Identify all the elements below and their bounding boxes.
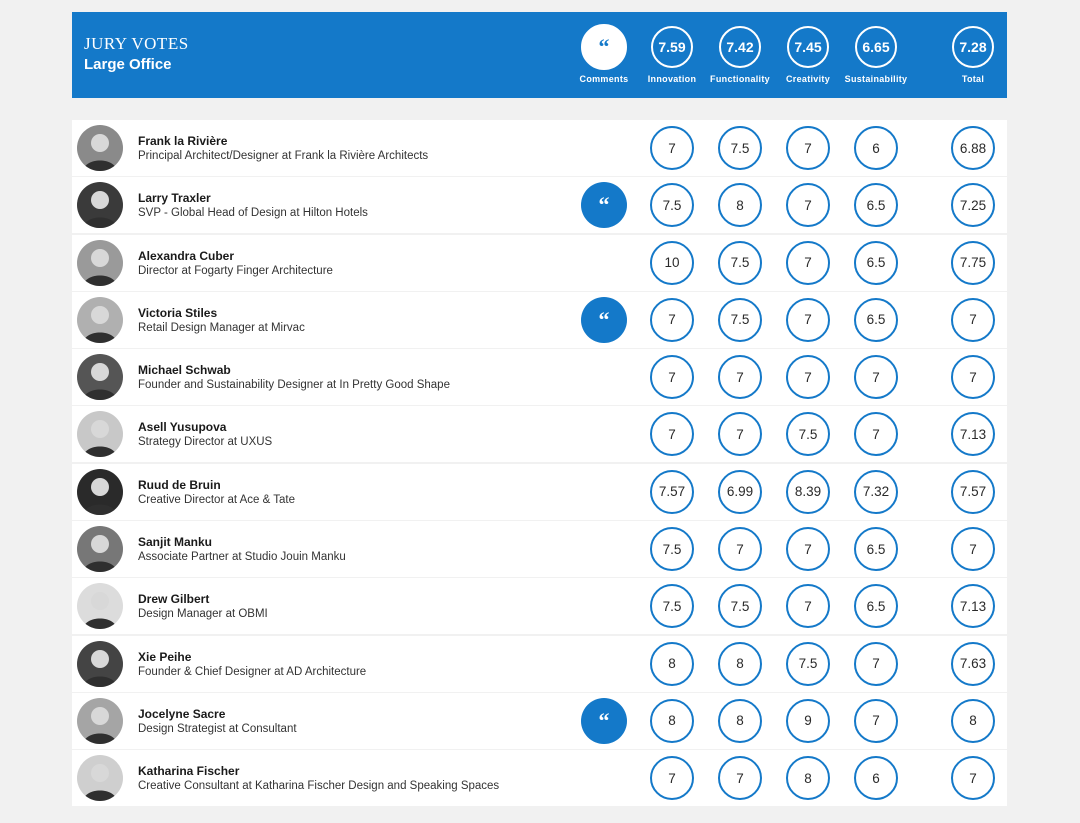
score-creativity: 7.5 bbox=[786, 642, 830, 686]
quote-icon: “ bbox=[598, 707, 610, 733]
score-functionality: 7.5 bbox=[718, 298, 762, 342]
quote-icon: “ bbox=[598, 306, 610, 332]
avatar bbox=[77, 469, 123, 515]
avatar bbox=[77, 755, 123, 801]
score-total: 7.63 bbox=[951, 642, 995, 686]
score-innovation: 8 bbox=[650, 642, 694, 686]
juror-row bbox=[72, 464, 1007, 520]
score-innovation: 8 bbox=[650, 699, 694, 743]
juror-name: Katharina Fischer bbox=[138, 764, 240, 779]
score-sustainability: 7 bbox=[854, 642, 898, 686]
juror-row bbox=[72, 693, 1007, 749]
juror-name: Sanjit Manku bbox=[138, 535, 213, 550]
juror-role: SVP - Global Head of Design at Hilton Hotels bbox=[138, 207, 368, 220]
header-functionality-label: Functionality bbox=[710, 74, 770, 84]
avatar bbox=[77, 411, 123, 457]
juror-name: Asell Yusupova bbox=[138, 420, 227, 435]
score-creativity: 7 bbox=[786, 298, 830, 342]
score-innovation: 7.57 bbox=[650, 470, 694, 514]
avatar bbox=[77, 182, 123, 228]
score-functionality: 8 bbox=[718, 642, 762, 686]
avatar bbox=[77, 297, 123, 343]
score-sustainability: 6.5 bbox=[854, 183, 898, 227]
score-creativity: 8.39 bbox=[786, 470, 830, 514]
score-sustainability: 6 bbox=[854, 756, 898, 800]
score-creativity: 7 bbox=[786, 527, 830, 571]
score-innovation: 7 bbox=[650, 298, 694, 342]
score-functionality: 8 bbox=[718, 183, 762, 227]
score-sustainability: 6 bbox=[854, 126, 898, 170]
score-creativity: 7 bbox=[786, 183, 830, 227]
juror-role: Founder & Chief Designer at AD Architecture bbox=[138, 665, 367, 678]
score-sustainability: 7 bbox=[854, 699, 898, 743]
header-total bbox=[933, 26, 1013, 84]
juror-name: Jocelyne Sacre bbox=[138, 706, 226, 721]
juror-name: Drew Gilbert bbox=[138, 592, 210, 607]
score-innovation: 7.5 bbox=[650, 527, 694, 571]
score-sustainability: 6.5 bbox=[854, 241, 898, 285]
juror-name: Frank la Rivière bbox=[138, 134, 228, 148]
juror-list bbox=[72, 120, 1007, 808]
header-functionality-score: 7.42 bbox=[719, 26, 761, 68]
score-functionality: 7.5 bbox=[718, 126, 762, 170]
score-creativity: 7 bbox=[786, 241, 830, 285]
header-innovation-score: 7.59 bbox=[651, 26, 693, 68]
avatar bbox=[77, 125, 123, 171]
score-creativity: 7 bbox=[786, 126, 830, 170]
score-functionality: 8 bbox=[718, 699, 762, 743]
juror-role: Director at Fogarty Finger Architecture bbox=[138, 264, 333, 277]
score-functionality: 7 bbox=[718, 355, 762, 399]
juror-row bbox=[72, 120, 1007, 176]
juror-role: Design Strategist at Consultant bbox=[138, 722, 297, 735]
juror-row bbox=[72, 636, 1007, 692]
juror-row bbox=[72, 235, 1007, 291]
score-innovation: 7 bbox=[650, 412, 694, 456]
juror-role: Creative Director at Ace & Tate bbox=[138, 493, 296, 506]
score-innovation: 7 bbox=[650, 126, 694, 170]
score-innovation: 7 bbox=[650, 756, 694, 800]
header-total-score: 7.28 bbox=[952, 26, 994, 68]
juror-role: Associate Partner at Studio Jouin Manku bbox=[138, 551, 346, 564]
header-innovation-label: Innovation bbox=[647, 74, 697, 84]
score-creativity: 7 bbox=[786, 355, 830, 399]
score-innovation: 7.5 bbox=[650, 183, 694, 227]
juror-row bbox=[72, 578, 1007, 634]
score-creativity: 7 bbox=[786, 584, 830, 628]
header-sustainability-label: Sustainability bbox=[844, 74, 908, 84]
avatar bbox=[77, 641, 123, 687]
score-functionality: 7.5 bbox=[718, 241, 762, 285]
score-functionality: 7 bbox=[718, 412, 762, 456]
score-innovation: 7.5 bbox=[650, 584, 694, 628]
avatar bbox=[77, 526, 123, 572]
avatar bbox=[77, 354, 123, 400]
score-total: 7.25 bbox=[951, 183, 995, 227]
score-total: 7.13 bbox=[951, 584, 995, 628]
juror-row bbox=[72, 406, 1007, 462]
header-creativity-label: Creativity bbox=[785, 74, 831, 84]
juror-role: Retail Design Manager at Mirvac bbox=[138, 321, 305, 334]
juror-role: Founder and Sustainability Designer at In Pretty Good Shape bbox=[138, 379, 450, 392]
header-sustainability bbox=[836, 26, 916, 84]
score-total: 8 bbox=[951, 699, 995, 743]
category-subtitle: Large Office bbox=[84, 56, 172, 73]
header-sustainability-score: 6.65 bbox=[855, 26, 897, 68]
comment-button[interactable] bbox=[581, 698, 627, 744]
avatar bbox=[77, 698, 123, 744]
score-sustainability: 7 bbox=[854, 412, 898, 456]
header-creativity-score: 7.45 bbox=[787, 26, 829, 68]
juror-row bbox=[72, 292, 1007, 348]
score-creativity: 8 bbox=[786, 756, 830, 800]
score-total: 7 bbox=[951, 355, 995, 399]
score-sustainability: 6.5 bbox=[854, 584, 898, 628]
score-innovation: 10 bbox=[650, 241, 694, 285]
score-total: 7.13 bbox=[951, 412, 995, 456]
avatar bbox=[77, 583, 123, 629]
juror-row bbox=[72, 521, 1007, 577]
quote-icon: “ bbox=[598, 192, 610, 218]
score-creativity: 7.5 bbox=[786, 412, 830, 456]
score-innovation: 7 bbox=[650, 355, 694, 399]
juror-role: Design Manager at OBMI bbox=[138, 608, 268, 621]
score-sustainability: 7.32 bbox=[854, 470, 898, 514]
score-total: 7.57 bbox=[951, 470, 995, 514]
score-total: 7 bbox=[951, 756, 995, 800]
score-functionality: 7 bbox=[718, 527, 762, 571]
juror-row bbox=[72, 349, 1007, 405]
score-creativity: 9 bbox=[786, 699, 830, 743]
comment-button[interactable] bbox=[581, 297, 627, 343]
score-functionality: 7.5 bbox=[718, 584, 762, 628]
juror-row bbox=[72, 177, 1007, 233]
score-functionality: 6.99 bbox=[718, 470, 762, 514]
jury-votes-header bbox=[72, 12, 1007, 98]
header-comments-label: Comments bbox=[579, 74, 629, 84]
juror-role: Strategy Director at UXUS bbox=[138, 436, 273, 449]
comment-button[interactable] bbox=[581, 182, 627, 228]
juror-name: Larry Traxler bbox=[138, 191, 211, 206]
juror-role: Creative Consultant at Katharina Fischer Design and Speaking Spaces bbox=[138, 780, 500, 793]
score-total: 7.75 bbox=[951, 241, 995, 285]
juror-name: Xie Peihe bbox=[138, 649, 192, 664]
juror-name: Michael Schwab bbox=[138, 363, 231, 378]
juror-row bbox=[72, 750, 1007, 806]
jury-votes-title: JURY VOTES bbox=[84, 34, 189, 53]
score-total: 6.88 bbox=[951, 126, 995, 170]
avatar bbox=[77, 240, 123, 286]
quote-icon: “ bbox=[581, 24, 627, 70]
juror-role: Principal Architect/Designer at Frank la Rivière Architects bbox=[138, 150, 429, 162]
score-functionality: 7 bbox=[718, 756, 762, 800]
juror-name: Alexandra Cuber bbox=[138, 248, 235, 263]
score-sustainability: 6.5 bbox=[854, 527, 898, 571]
score-total: 7 bbox=[951, 527, 995, 571]
header-total-label: Total bbox=[961, 74, 985, 84]
juror-name: Ruud de Bruin bbox=[138, 477, 221, 492]
score-sustainability: 7 bbox=[854, 355, 898, 399]
juror-name: Victoria Stiles bbox=[138, 305, 218, 320]
score-total: 7 bbox=[951, 298, 995, 342]
score-sustainability: 6.5 bbox=[854, 298, 898, 342]
